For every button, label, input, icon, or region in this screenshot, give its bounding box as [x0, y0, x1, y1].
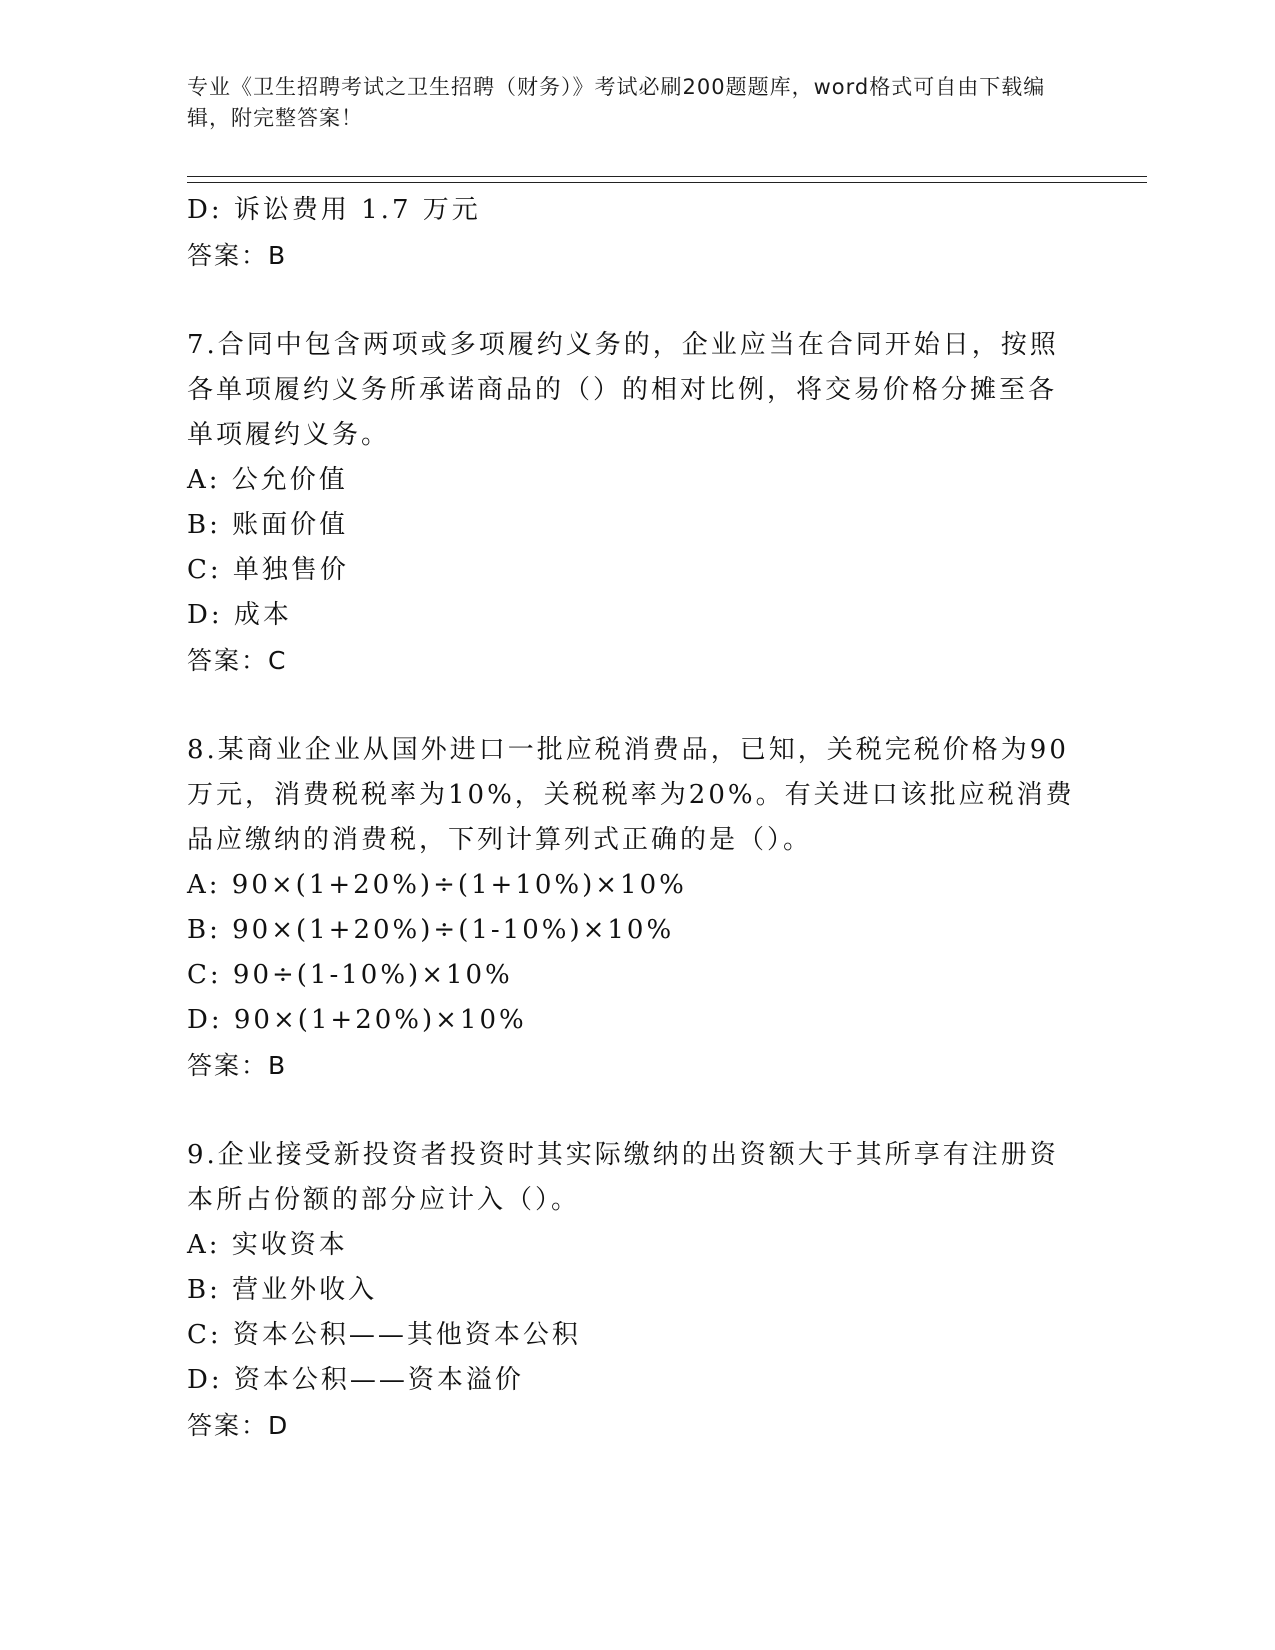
question-9-text-line-1: 9.企业接受新投资者投资时其实际缴纳的出资额大于其所享有注册资 — [187, 1140, 1059, 1170]
question-9-option-c: C: 资本公积——其他资本公积 — [187, 1320, 581, 1350]
question-8-text-line-3: 品应缴纳的消费税，下列计算列式正确的是（）。 — [187, 825, 813, 855]
question-8 — [187, 728, 1087, 1088]
question-8-text-line-1: 8.某商业企业从国外进口一批应税消费品，已知，关税完税价格为90 — [187, 735, 1069, 765]
question-9-option-d: D: 资本公积——资本溢价 — [187, 1365, 524, 1395]
question-7 — [187, 323, 1087, 683]
question-7-option-d: D: 成本 — [187, 600, 292, 630]
question-9 — [187, 1133, 1087, 1448]
spacer — [187, 1088, 1087, 1133]
question-8-answer: 答案：B — [187, 1051, 288, 1080]
question-9-text-line-2: 本所占份额的部分应计入（）。 — [187, 1185, 581, 1215]
previous-question-option-d: D: 诉讼费用 1.7 万元 — [187, 195, 481, 225]
previous-question-answer: 答案：B — [187, 241, 288, 270]
question-7-option-a: A: 公允价值 — [187, 465, 348, 495]
question-7-option-b: B: 账面价值 — [187, 510, 349, 540]
question-9-option-a: A: 实收资本 — [187, 1230, 348, 1260]
question-9-option-b: B: 营业外收入 — [187, 1275, 378, 1305]
question-7-text-line-1: 7.合同中包含两项或多项履约义务的，企业应当在合同开始日，按照 — [187, 330, 1059, 360]
question-7-text-line-2: 各单项履约义务所承诺商品的（）的相对比例，将交易价格分摊至各 — [187, 375, 1058, 405]
question-8-option-d: D: 90×(1+20%)×10% — [187, 1005, 527, 1035]
document-header: 专业《卫生招聘考试之卫生招聘（财务）》考试必刷200题题库，word格式可自由下载编辑，附完整答案！ — [187, 75, 1046, 130]
question-7-answer: 答案：C — [187, 646, 288, 675]
question-7-option-c: C: 单独售价 — [187, 555, 349, 585]
question-8-option-c: C: 90÷(1-10%)×10% — [187, 960, 513, 990]
spacer — [187, 683, 1087, 728]
header-divider-top — [187, 176, 1147, 177]
document-body — [187, 188, 1087, 1448]
spacer — [187, 278, 1087, 323]
question-7-text-line-3: 单项履约义务。 — [187, 420, 391, 450]
header-divider-bottom — [187, 182, 1147, 183]
question-8-text-line-2: 万元，消费税税率为10%，关税税率为20%。有关进口该批应税消费 — [187, 780, 1075, 810]
question-8-option-b: B: 90×(1+20%)÷(1-10%)×10% — [187, 915, 675, 945]
question-8-option-a: A: 90×(1+20%)÷(1+10%)×10% — [187, 870, 687, 900]
question-9-answer: 答案：D — [187, 1411, 290, 1440]
